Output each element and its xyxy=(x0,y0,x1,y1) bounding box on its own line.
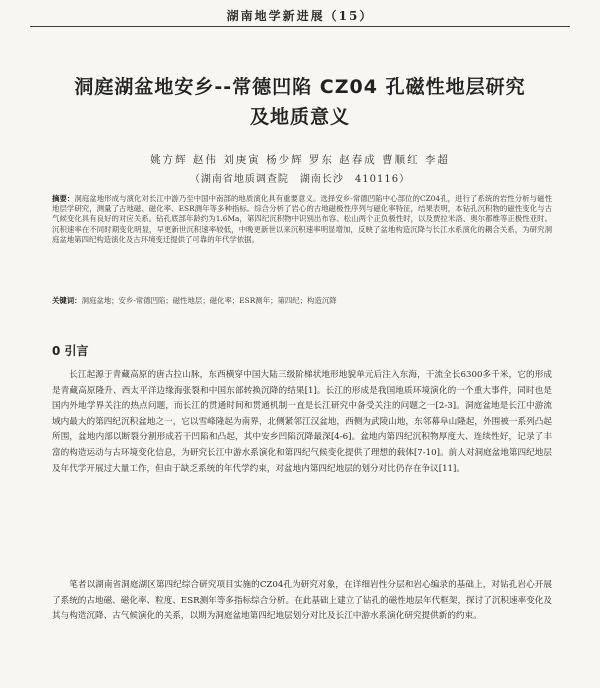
abstract-label: 摘要： xyxy=(52,194,75,203)
keywords-text: 洞庭盆地；安乡-常德凹陷；磁性地层；磁化率；ESR测年；第四纪；构造沉降 xyxy=(81,296,337,305)
section-heading-introduction: 0 引言 xyxy=(52,344,89,358)
keywords-label: 关键词： xyxy=(52,296,82,305)
keywords-block xyxy=(52,296,552,306)
journal-header-text: 湖南地学新进展（15） xyxy=(226,8,374,23)
paper-title-line-1: 洞庭湖盆地安乡--常德凹陷 CZ04 孔磁性地层研究 xyxy=(74,76,526,98)
author-affiliation: （湖南省地质调查院 湖南长沙 410116） xyxy=(189,174,411,185)
author-list: 姚方辉 赵伟 刘庚寅 杨少辉 罗东 赵春成 曹顺红 李超 xyxy=(150,154,450,166)
paper-title-line-2: 及地质意义 xyxy=(249,106,350,128)
abstract-text: 洞庭盆地形成与演化对长江中游乃至中国中南部的地质演化具有重要意义。选择安乡-常德凹陷中心部位的CZ04孔，进行了系统的岩性分析与磁性地层学研究，测量了古地磁、磁化率、ESR测年等多种指标。综合分析了岩心的古地磁极性序列与磁化率特征，结果表明，本钻孔沉积物的磁性变化与古气候变化具有良好的对应关系。钻孔底部年龄约为1.6Ma，第四纪沉积物中识别出布容、松山两个正负极性时，以及贾拉米洛、奥尔都维等正极性亚时。沉积速率在不同时期变化明显，早更新世沉积速率较低，中晚更新世以来沉积速率明显增加，反映了盆地构造沉降与长江水系演化的耦合关系，为研究洞庭盆地第四纪构造演化及古环境变迁提供了可靠的年代学依据。 xyxy=(52,194,552,244)
body-paragraph: 笔者以湖南省洞庭湖区第四纪综合研究项目实施的CZ04孔为研究对象，在详细岩性分层和岩心编录的基础上，对钻孔岩心开展了系统的古地磁、磁化率、粒度、ESR测年等多指标综合分析。在此基础上建立了钻孔的磁性地层年代框架，探讨了沉积速率变化及其与构造沉降、古气候演化的关系，以期为洞庭盆地第四纪地层划分对比及长江中游水系演化研究提供新的约束。 xyxy=(52,580,552,622)
body-paragraph: 长江起源于青藏高原的唐古拉山脉，东西横穿中国大陆三级阶梯状地形地貌单元后注入东海，干流全长6300多千米，它的形成是青藏高原隆升、西太平洋边缘海张裂和中国东部转换沉降的结果[1]。长江的形成是我国地质环境演化的一个重大事件，同时也是国内外地学界关注的热点问题，而长江的贯通时间和贯通机制一直是长江研究中备受关注的问题之一[2-3]。洞庭盆地是长江中游流域内最大的第四纪沉积盆地之一，它以雪峰隆起为南界，北侧紧邻江汉盆地，西侧为武陵山地，东邻幕阜山隆起，外围被一系列凸起所围，盆地内部以断裂分割形成若干凹陷和凸起，其中安乡凹陷沉降最深[4-6]。盆地内第四纪沉积物厚度大、连续性好，记录了丰富的构造运动与古环境变化信息，为研究长江中游水系演化和第四纪气候变化提供了理想的载体[7-10]。前人对洞庭盆地第四纪地层及年代学开展过大量工作，但由于缺乏系统的年代学约束，对盆地内第四纪地层的划分对比仍存在争议[11]。 xyxy=(52,370,552,474)
journal-running-header xyxy=(30,4,570,27)
abstract-block xyxy=(52,194,552,245)
